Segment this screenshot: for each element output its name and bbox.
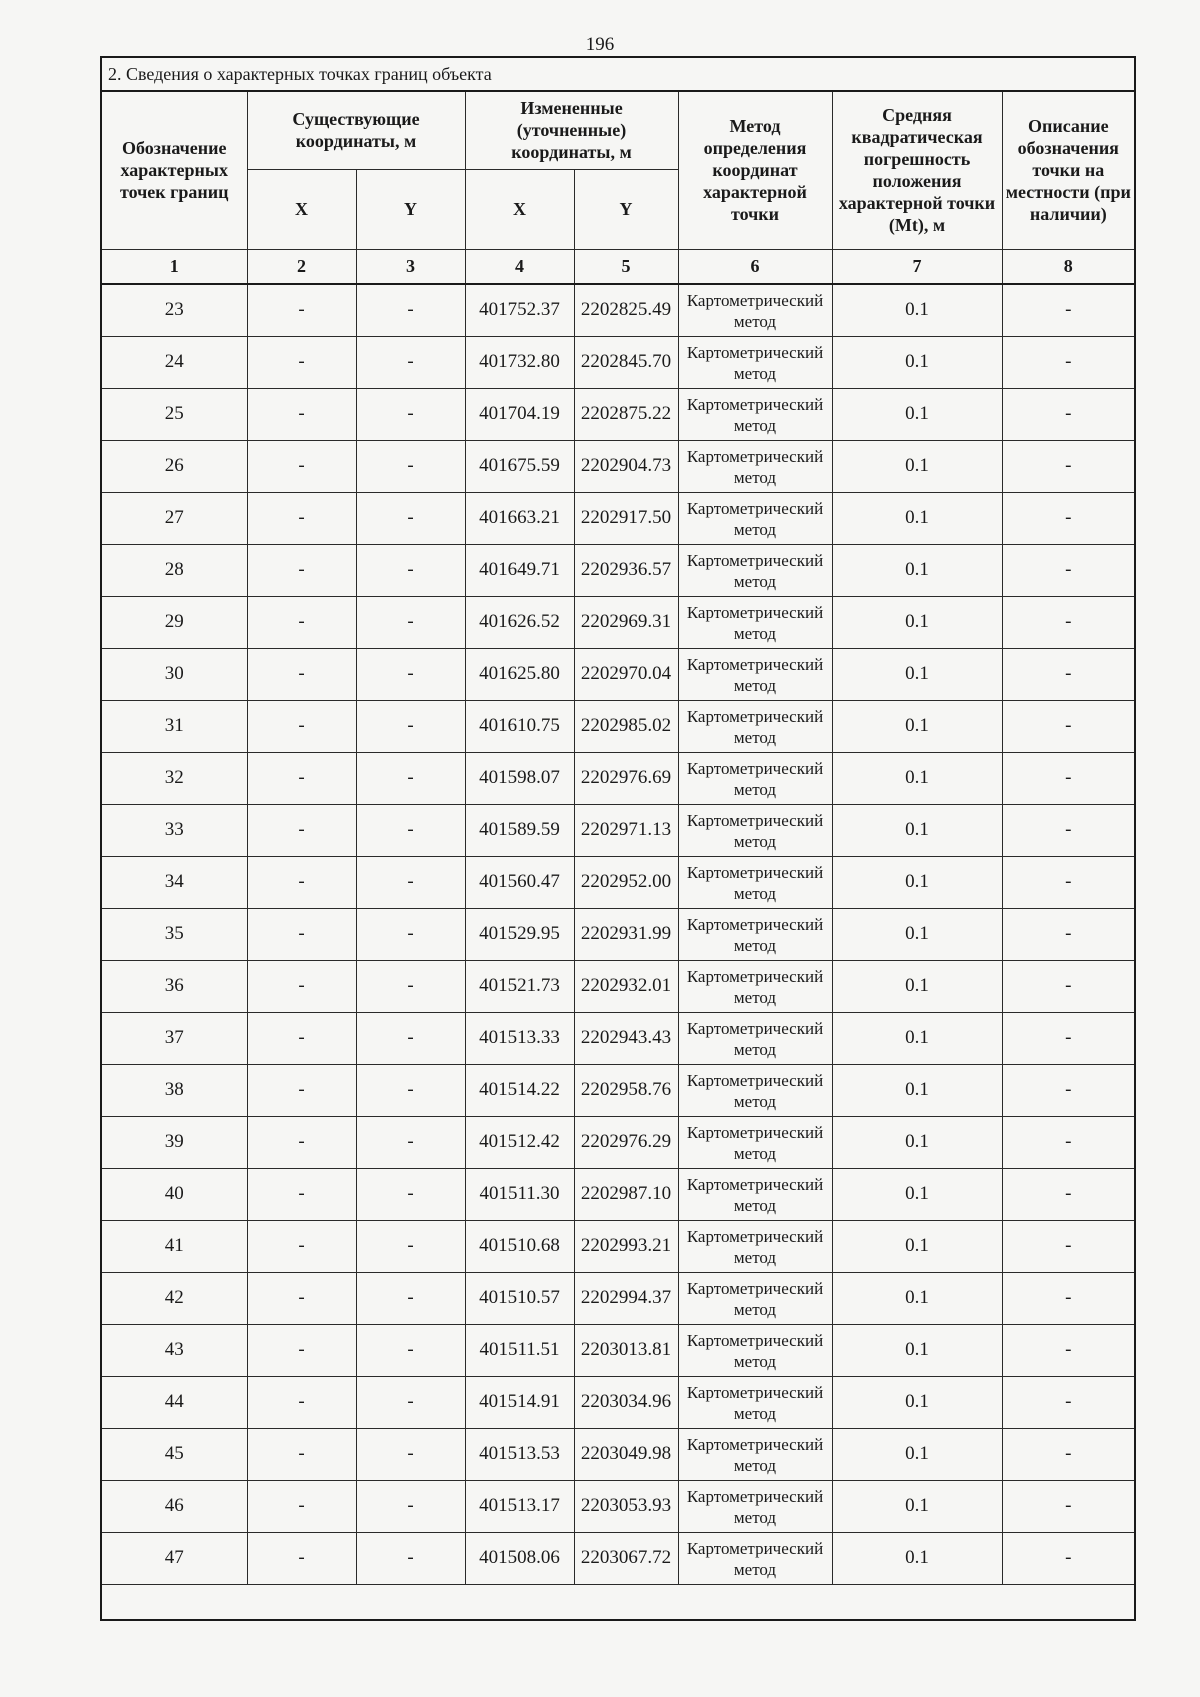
changed-y-cell: 2202970.04 bbox=[574, 648, 678, 700]
mt-cell: 0.1 bbox=[832, 1012, 1002, 1064]
existing-y-cell: - bbox=[356, 1480, 465, 1532]
description-cell: - bbox=[1002, 1480, 1135, 1532]
existing-x-cell: - bbox=[247, 804, 356, 856]
changed-y-cell: 2202971.13 bbox=[574, 804, 678, 856]
existing-y-cell: - bbox=[356, 1376, 465, 1428]
method-cell: Картометрический метод bbox=[678, 596, 832, 648]
point-cell: 23 bbox=[101, 284, 247, 337]
changed-x-cell: 401510.57 bbox=[465, 1272, 574, 1324]
mt-cell: 0.1 bbox=[832, 1116, 1002, 1168]
changed-x-cell: 401521.73 bbox=[465, 960, 574, 1012]
changed-y-cell: 2202943.43 bbox=[574, 1012, 678, 1064]
changed-y-cell: 2203013.81 bbox=[574, 1324, 678, 1376]
point-cell: 36 bbox=[101, 960, 247, 1012]
changed-y-cell: 2202904.73 bbox=[574, 440, 678, 492]
table-row bbox=[101, 700, 1135, 752]
existing-x-cell: - bbox=[247, 440, 356, 492]
mt-cell: 0.1 bbox=[832, 492, 1002, 544]
changed-y-cell: 2202958.76 bbox=[574, 1064, 678, 1116]
existing-x-cell: - bbox=[247, 1116, 356, 1168]
table-row bbox=[101, 856, 1135, 908]
point-cell: 38 bbox=[101, 1064, 247, 1116]
method-cell: Картометрический метод bbox=[678, 700, 832, 752]
existing-y-cell: - bbox=[356, 1116, 465, 1168]
changed-x-cell: 401513.33 bbox=[465, 1012, 574, 1064]
description-cell: - bbox=[1002, 1168, 1135, 1220]
point-cell: 47 bbox=[101, 1532, 247, 1584]
changed-x-cell: 401514.22 bbox=[465, 1064, 574, 1116]
changed-y-cell: 2202994.37 bbox=[574, 1272, 678, 1324]
description-cell: - bbox=[1002, 856, 1135, 908]
method-cell: Картометрический метод bbox=[678, 492, 832, 544]
table-row bbox=[101, 388, 1135, 440]
changed-x-cell: 401511.51 bbox=[465, 1324, 574, 1376]
existing-y-cell: - bbox=[356, 284, 465, 337]
column-number: 8 bbox=[1002, 249, 1135, 284]
changed-x-cell: 401529.95 bbox=[465, 908, 574, 960]
existing-y-cell: - bbox=[356, 1012, 465, 1064]
existing-x-cell: - bbox=[247, 752, 356, 804]
existing-x-cell: - bbox=[247, 388, 356, 440]
header-changed-coordinates: Измененные (уточненные) координаты, м bbox=[465, 91, 678, 169]
table-row bbox=[101, 1116, 1135, 1168]
description-cell: - bbox=[1002, 388, 1135, 440]
changed-x-cell: 401508.06 bbox=[465, 1532, 574, 1584]
mt-cell: 0.1 bbox=[832, 544, 1002, 596]
changed-x-cell: 401513.53 bbox=[465, 1428, 574, 1480]
existing-y-cell: - bbox=[356, 960, 465, 1012]
changed-x-cell: 401704.19 bbox=[465, 388, 574, 440]
mt-cell: 0.1 bbox=[832, 1064, 1002, 1116]
description-cell: - bbox=[1002, 752, 1135, 804]
changed-x-cell: 401511.30 bbox=[465, 1168, 574, 1220]
point-cell: 30 bbox=[101, 648, 247, 700]
existing-x-cell: - bbox=[247, 1220, 356, 1272]
existing-x-cell: - bbox=[247, 1480, 356, 1532]
header-method: Метод определения координат характерной точки bbox=[678, 91, 832, 249]
method-cell: Картометрический метод bbox=[678, 856, 832, 908]
changed-y-cell: 2202969.31 bbox=[574, 596, 678, 648]
point-cell: 27 bbox=[101, 492, 247, 544]
method-cell: Картометрический метод bbox=[678, 1272, 832, 1324]
changed-x-cell: 401675.59 bbox=[465, 440, 574, 492]
description-cell: - bbox=[1002, 1116, 1135, 1168]
changed-y-cell: 2203067.72 bbox=[574, 1532, 678, 1584]
point-cell: 25 bbox=[101, 388, 247, 440]
table-row bbox=[101, 1324, 1135, 1376]
changed-y-cell: 2202985.02 bbox=[574, 700, 678, 752]
description-cell: - bbox=[1002, 284, 1135, 337]
point-cell: 34 bbox=[101, 856, 247, 908]
existing-x-cell: - bbox=[247, 1272, 356, 1324]
description-cell: - bbox=[1002, 1324, 1135, 1376]
existing-y-cell: - bbox=[356, 336, 465, 388]
mt-cell: 0.1 bbox=[832, 752, 1002, 804]
changed-y-cell: 2202976.69 bbox=[574, 752, 678, 804]
existing-x-cell: - bbox=[247, 960, 356, 1012]
existing-x-cell: - bbox=[247, 908, 356, 960]
description-cell: - bbox=[1002, 1428, 1135, 1480]
description-cell: - bbox=[1002, 1064, 1135, 1116]
mt-cell: 0.1 bbox=[832, 596, 1002, 648]
description-cell: - bbox=[1002, 700, 1135, 752]
point-cell: 39 bbox=[101, 1116, 247, 1168]
empty-footer-cell bbox=[101, 1584, 1135, 1620]
changed-y-cell: 2202845.70 bbox=[574, 336, 678, 388]
changed-y-cell: 2202976.29 bbox=[574, 1116, 678, 1168]
table-caption: 2. Сведения о характерных точках границ объекта bbox=[101, 57, 1135, 91]
existing-y-cell: - bbox=[356, 1220, 465, 1272]
existing-y-cell: - bbox=[356, 700, 465, 752]
method-cell: Картометрический метод bbox=[678, 1116, 832, 1168]
table-row bbox=[101, 336, 1135, 388]
mt-cell: 0.1 bbox=[832, 1376, 1002, 1428]
table-row bbox=[101, 908, 1135, 960]
method-cell: Картометрический метод bbox=[678, 752, 832, 804]
changed-x-cell: 401514.91 bbox=[465, 1376, 574, 1428]
table-row bbox=[101, 1428, 1135, 1480]
existing-x-cell: - bbox=[247, 1012, 356, 1064]
header-description: Описание обозначения точки на местности (при наличии) bbox=[1002, 91, 1135, 249]
existing-y-cell: - bbox=[356, 804, 465, 856]
boundary-points-table-container bbox=[100, 56, 1134, 1621]
mt-cell: 0.1 bbox=[832, 1532, 1002, 1584]
changed-y-cell: 2202825.49 bbox=[574, 284, 678, 337]
point-cell: 33 bbox=[101, 804, 247, 856]
mt-cell: 0.1 bbox=[832, 388, 1002, 440]
point-cell: 24 bbox=[101, 336, 247, 388]
existing-x-cell: - bbox=[247, 1168, 356, 1220]
changed-x-cell: 401589.59 bbox=[465, 804, 574, 856]
point-cell: 29 bbox=[101, 596, 247, 648]
changed-x-cell: 401732.80 bbox=[465, 336, 574, 388]
point-cell: 28 bbox=[101, 544, 247, 596]
table-row bbox=[101, 440, 1135, 492]
header-existing-y: Y bbox=[356, 169, 465, 249]
existing-y-cell: - bbox=[356, 388, 465, 440]
table-row bbox=[101, 1012, 1135, 1064]
mt-cell: 0.1 bbox=[832, 960, 1002, 1012]
changed-x-cell: 401663.21 bbox=[465, 492, 574, 544]
method-cell: Картометрический метод bbox=[678, 804, 832, 856]
changed-y-cell: 2203049.98 bbox=[574, 1428, 678, 1480]
column-number: 1 bbox=[101, 249, 247, 284]
mt-cell: 0.1 bbox=[832, 1272, 1002, 1324]
header-mean-square-error: Средняя квадратическая погрешность положения характерной точки (Mt), м bbox=[832, 91, 1002, 249]
table-row bbox=[101, 1272, 1135, 1324]
header-existing-x: X bbox=[247, 169, 356, 249]
method-cell: Картометрический метод bbox=[678, 544, 832, 596]
point-cell: 41 bbox=[101, 1220, 247, 1272]
existing-y-cell: - bbox=[356, 1428, 465, 1480]
boundary-points-table bbox=[100, 56, 1136, 1621]
mt-cell: 0.1 bbox=[832, 1168, 1002, 1220]
empty-footer-row bbox=[101, 1584, 1135, 1620]
changed-x-cell: 401610.75 bbox=[465, 700, 574, 752]
point-cell: 31 bbox=[101, 700, 247, 752]
existing-x-cell: - bbox=[247, 492, 356, 544]
existing-y-cell: - bbox=[356, 596, 465, 648]
existing-x-cell: - bbox=[247, 648, 356, 700]
method-cell: Картометрический метод bbox=[678, 648, 832, 700]
mt-cell: 0.1 bbox=[832, 1324, 1002, 1376]
point-cell: 32 bbox=[101, 752, 247, 804]
table-row bbox=[101, 544, 1135, 596]
column-number: 6 bbox=[678, 249, 832, 284]
existing-x-cell: - bbox=[247, 544, 356, 596]
point-cell: 44 bbox=[101, 1376, 247, 1428]
table-row bbox=[101, 284, 1135, 337]
description-cell: - bbox=[1002, 1376, 1135, 1428]
existing-y-cell: - bbox=[356, 544, 465, 596]
existing-x-cell: - bbox=[247, 1532, 356, 1584]
description-cell: - bbox=[1002, 804, 1135, 856]
header-point-designation: Обозначение характерных точек границ bbox=[101, 91, 247, 249]
column-number: 2 bbox=[247, 249, 356, 284]
method-cell: Картометрический метод bbox=[678, 1324, 832, 1376]
description-cell: - bbox=[1002, 1220, 1135, 1272]
description-cell: - bbox=[1002, 1272, 1135, 1324]
method-cell: Картометрический метод bbox=[678, 1168, 832, 1220]
method-cell: Картометрический метод bbox=[678, 1428, 832, 1480]
point-cell: 37 bbox=[101, 1012, 247, 1064]
mt-cell: 0.1 bbox=[832, 804, 1002, 856]
table-row bbox=[101, 960, 1135, 1012]
changed-y-cell: 2203034.96 bbox=[574, 1376, 678, 1428]
mt-cell: 0.1 bbox=[832, 1428, 1002, 1480]
mt-cell: 0.1 bbox=[832, 440, 1002, 492]
description-cell: - bbox=[1002, 960, 1135, 1012]
column-number-row bbox=[101, 249, 1135, 284]
description-cell: - bbox=[1002, 1012, 1135, 1064]
changed-x-cell: 401598.07 bbox=[465, 752, 574, 804]
existing-y-cell: - bbox=[356, 492, 465, 544]
column-number: 4 bbox=[465, 249, 574, 284]
changed-y-cell: 2203053.93 bbox=[574, 1480, 678, 1532]
existing-x-cell: - bbox=[247, 336, 356, 388]
description-cell: - bbox=[1002, 596, 1135, 648]
table-row bbox=[101, 1532, 1135, 1584]
header-changed-y: Y bbox=[574, 169, 678, 249]
point-cell: 45 bbox=[101, 1428, 247, 1480]
changed-x-cell: 401512.42 bbox=[465, 1116, 574, 1168]
page-number: 196 bbox=[585, 34, 615, 55]
changed-y-cell: 2202936.57 bbox=[574, 544, 678, 596]
existing-x-cell: - bbox=[247, 1064, 356, 1116]
table-row bbox=[101, 1480, 1135, 1532]
description-cell: - bbox=[1002, 492, 1135, 544]
existing-y-cell: - bbox=[356, 440, 465, 492]
method-cell: Картометрический метод bbox=[678, 1012, 832, 1064]
point-cell: 35 bbox=[101, 908, 247, 960]
method-cell: Картометрический метод bbox=[678, 284, 832, 337]
table-row bbox=[101, 1220, 1135, 1272]
existing-y-cell: - bbox=[356, 1168, 465, 1220]
changed-y-cell: 2202932.01 bbox=[574, 960, 678, 1012]
existing-x-cell: - bbox=[247, 700, 356, 752]
point-cell: 40 bbox=[101, 1168, 247, 1220]
mt-cell: 0.1 bbox=[832, 1480, 1002, 1532]
table-row bbox=[101, 752, 1135, 804]
table-row bbox=[101, 596, 1135, 648]
mt-cell: 0.1 bbox=[832, 908, 1002, 960]
mt-cell: 0.1 bbox=[832, 336, 1002, 388]
existing-y-cell: - bbox=[356, 648, 465, 700]
column-number: 7 bbox=[832, 249, 1002, 284]
mt-cell: 0.1 bbox=[832, 284, 1002, 337]
method-cell: Картометрический метод bbox=[678, 1376, 832, 1428]
description-cell: - bbox=[1002, 440, 1135, 492]
table-row bbox=[101, 492, 1135, 544]
method-cell: Картометрический метод bbox=[678, 388, 832, 440]
existing-y-cell: - bbox=[356, 1272, 465, 1324]
changed-y-cell: 2202931.99 bbox=[574, 908, 678, 960]
point-cell: 43 bbox=[101, 1324, 247, 1376]
changed-x-cell: 401626.52 bbox=[465, 596, 574, 648]
changed-x-cell: 401560.47 bbox=[465, 856, 574, 908]
mt-cell: 0.1 bbox=[832, 1220, 1002, 1272]
table-row bbox=[101, 1376, 1135, 1428]
method-cell: Картометрический метод bbox=[678, 1480, 832, 1532]
existing-y-cell: - bbox=[356, 752, 465, 804]
header-existing-coordinates: Существующие координаты, м bbox=[247, 91, 465, 169]
mt-cell: 0.1 bbox=[832, 856, 1002, 908]
method-cell: Картометрический метод bbox=[678, 1220, 832, 1272]
method-cell: Картометрический метод bbox=[678, 960, 832, 1012]
table-body bbox=[101, 284, 1135, 1585]
column-number: 5 bbox=[574, 249, 678, 284]
existing-y-cell: - bbox=[356, 1532, 465, 1584]
existing-x-cell: - bbox=[247, 1376, 356, 1428]
changed-x-cell: 401649.71 bbox=[465, 544, 574, 596]
existing-x-cell: - bbox=[247, 284, 356, 337]
existing-y-cell: - bbox=[356, 1064, 465, 1116]
changed-y-cell: 2202875.22 bbox=[574, 388, 678, 440]
existing-x-cell: - bbox=[247, 1324, 356, 1376]
existing-x-cell: - bbox=[247, 1428, 356, 1480]
changed-y-cell: 2202993.21 bbox=[574, 1220, 678, 1272]
method-cell: Картометрический метод bbox=[678, 1532, 832, 1584]
changed-x-cell: 401513.17 bbox=[465, 1480, 574, 1532]
method-cell: Картометрический метод bbox=[678, 908, 832, 960]
point-cell: 42 bbox=[101, 1272, 247, 1324]
column-number: 3 bbox=[356, 249, 465, 284]
existing-y-cell: - bbox=[356, 856, 465, 908]
description-cell: - bbox=[1002, 908, 1135, 960]
table-row bbox=[101, 1064, 1135, 1116]
method-cell: Картометрический метод bbox=[678, 440, 832, 492]
existing-y-cell: - bbox=[356, 1324, 465, 1376]
changed-y-cell: 2202952.00 bbox=[574, 856, 678, 908]
description-cell: - bbox=[1002, 648, 1135, 700]
table-row bbox=[101, 804, 1135, 856]
point-cell: 46 bbox=[101, 1480, 247, 1532]
table-row bbox=[101, 648, 1135, 700]
existing-y-cell: - bbox=[356, 908, 465, 960]
description-cell: - bbox=[1002, 1532, 1135, 1584]
method-cell: Картометрический метод bbox=[678, 336, 832, 388]
mt-cell: 0.1 bbox=[832, 700, 1002, 752]
description-cell: - bbox=[1002, 336, 1135, 388]
mt-cell: 0.1 bbox=[832, 648, 1002, 700]
point-cell: 26 bbox=[101, 440, 247, 492]
existing-x-cell: - bbox=[247, 596, 356, 648]
description-cell: - bbox=[1002, 544, 1135, 596]
changed-x-cell: 401625.80 bbox=[465, 648, 574, 700]
changed-y-cell: 2202917.50 bbox=[574, 492, 678, 544]
changed-y-cell: 2202987.10 bbox=[574, 1168, 678, 1220]
header-changed-x: X bbox=[465, 169, 574, 249]
method-cell: Картометрический метод bbox=[678, 1064, 832, 1116]
changed-x-cell: 401510.68 bbox=[465, 1220, 574, 1272]
table-row bbox=[101, 1168, 1135, 1220]
existing-x-cell: - bbox=[247, 856, 356, 908]
changed-x-cell: 401752.37 bbox=[465, 284, 574, 337]
